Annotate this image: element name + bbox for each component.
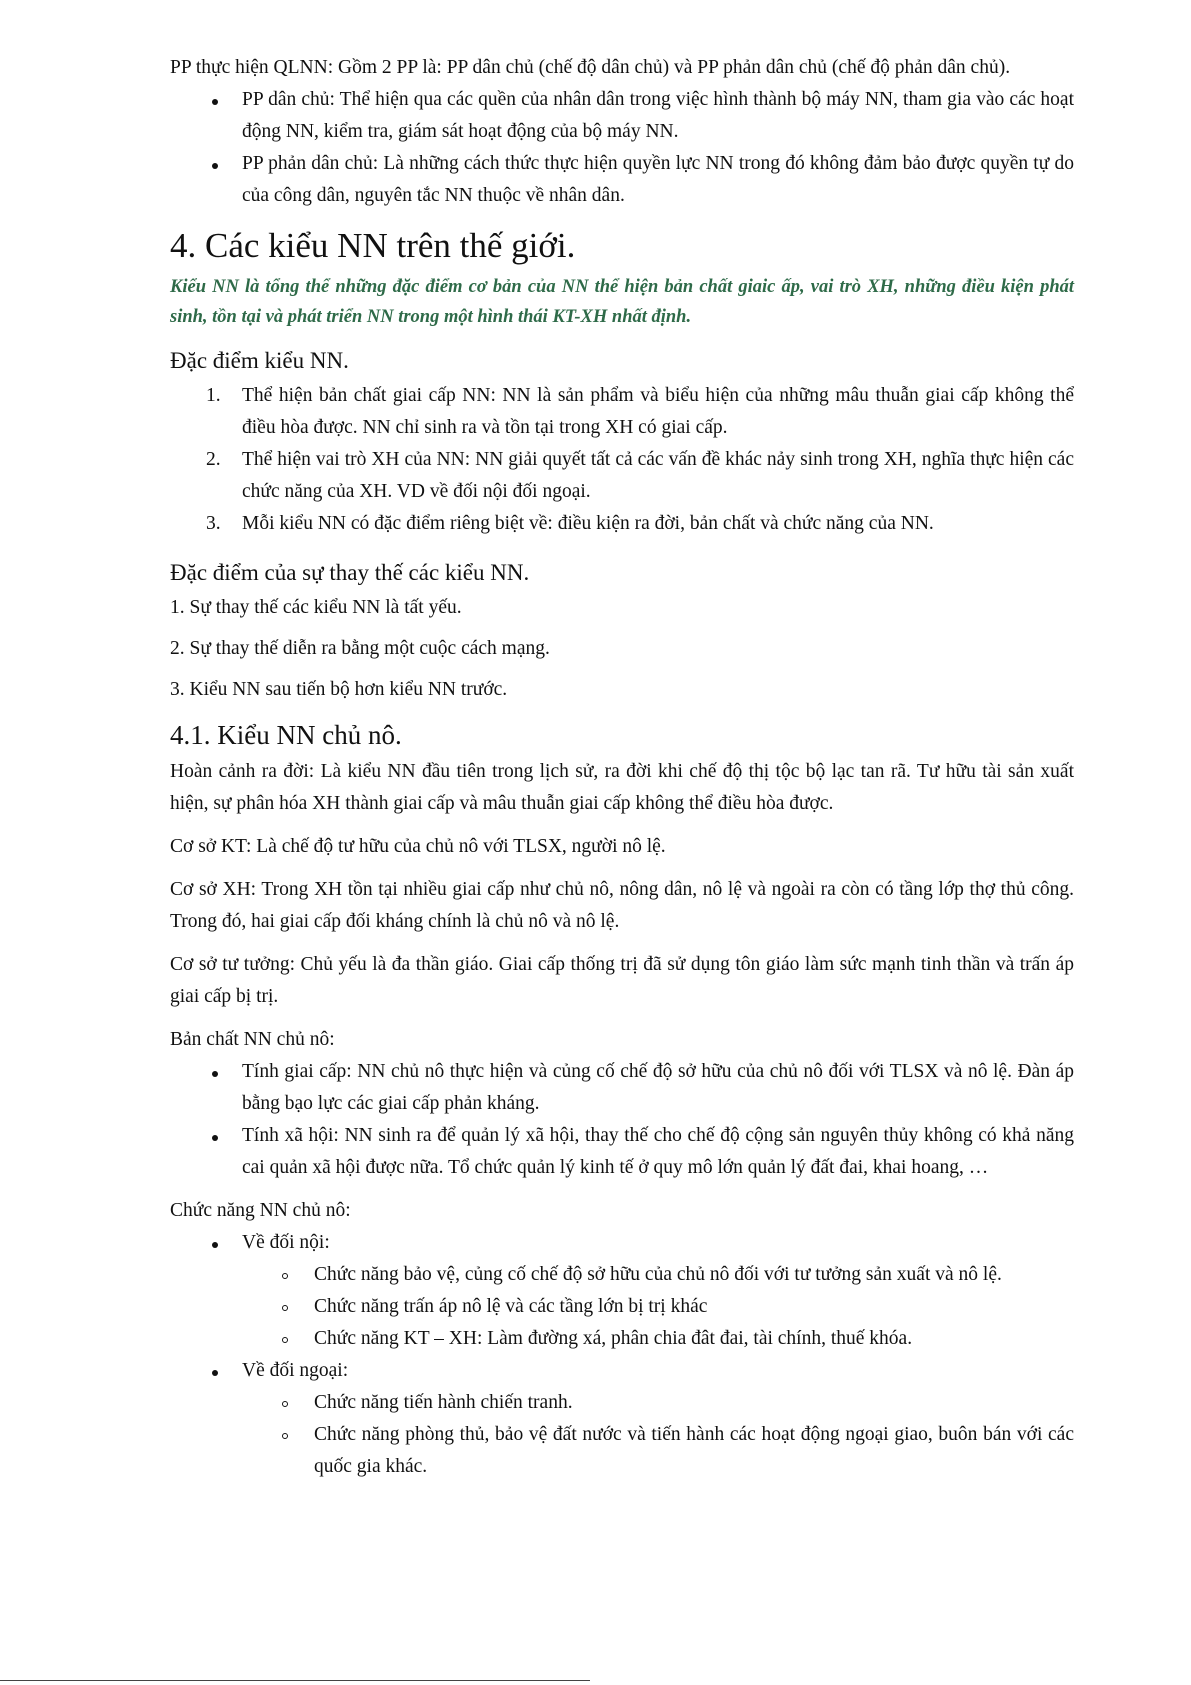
section-4-heading: 4. Các kiểu NN trên thế giới. (170, 226, 576, 265)
economic-basis-paragraph: Cơ sở KT: Là chế độ tư hữu của chủ nô với TLSX, người nô lệ. (170, 836, 666, 857)
functions-bullet-list (170, 1227, 1074, 1483)
list-item-text: Tính xã hội: NN sinh ra để quản lý xã hội, thay thế cho chế độ cộng sản nguyên thủy không có khả năng cai quản xã hội được nữa. Tổ chức quản lý kinh tế ở quy mô lớn quản lý đất đai, khai hoang, … (242, 1125, 1074, 1178)
bullet-icon (212, 163, 218, 169)
list-item-text: Thể hiện bản chất giai cấp NN: NN là sản phẩm và biểu hiện của những mâu thuẫn giai cấp không thể điều hòa được. NN chỉ sinh ra và tồn tại trong XH có giai cấp. (242, 385, 1074, 438)
nature-bullet-list (170, 1056, 1074, 1184)
origin-paragraph: Hoàn cảnh ra đời: Là kiểu NN đầu tiên trong lịch sử, ra đời khi chế độ thị tộc bộ lạc tan rã. Tư hữu tài sản xuất hiện, sự phân hóa XH thành giai cấp và mâu thuẫn giai cấp không thể điều hòa được. (170, 761, 1074, 814)
list-item (170, 1227, 1074, 1355)
replacement-line: 1. Sự thay thế các kiểu NN là tất yếu. (170, 597, 462, 618)
intro-paragraph: PP thực hiện QLNN: Gồm 2 PP là: PP dân chủ (chế độ dân chủ) và PP phản dân chủ (chế độ phản dân chủ). (170, 57, 1011, 78)
circle-bullet-icon (282, 1337, 288, 1343)
ideological-basis-paragraph: Cơ sở tư tưởng: Chủ yếu là đa thần giáo. Giai cấp thống trị đã sử dụng tôn giáo làm sức mạnh tinh thần và trấn áp giai cấp bị trị. (170, 954, 1074, 1007)
list-item-text: Về đối ngoại: (242, 1360, 349, 1381)
list-item-text: Chức năng KT – XH: Làm đường xá, phân chia đât đai, tài chính, thuế khóa. (314, 1328, 913, 1349)
list-item (170, 1120, 1074, 1184)
domestic-functions-list (170, 1259, 1074, 1355)
section-4-1-heading: 4.1. Kiểu NN chủ nô. (170, 720, 402, 750)
list-item-text: Về đối nội: (242, 1232, 330, 1253)
list-item (170, 1056, 1074, 1120)
list-item-text: PP dân chủ: Thể hiện qua các quền của nhân dân trong việc hình thành bộ máy NN, tham gia vào các hoạt động NN, kiểm tra, giám sát hoạt động của bộ máy NN. (242, 89, 1074, 142)
social-basis-paragraph: Cơ sở XH: Trong XH tồn tại nhiều giai cấp như chủ nô, nông dân, nô lệ và ngoài ra còn có tầng lớp thợ thủ công. Trong đó, hai giai cấp đối kháng chính là chủ nô và nô lệ. (170, 879, 1074, 932)
replacement-line: 3. Kiểu NN sau tiến bộ hơn kiểu NN trước. (170, 679, 508, 700)
list-item (170, 1323, 1074, 1355)
list-item-text: Tính giai cấp: NN chủ nô thực hiện và củng cố chế độ sở hữu của chủ nô đối với TLSX và nô lệ. Đàn áp bằng bạo lực các giai cấp phản kháng. (242, 1061, 1074, 1114)
list-item (170, 1291, 1074, 1323)
document-page (170, 52, 1074, 1483)
list-number: 1. (206, 385, 221, 406)
bullet-icon (212, 1370, 218, 1376)
list-item (170, 148, 1074, 212)
list-item (170, 380, 1074, 444)
intro-bullet-list (170, 84, 1074, 212)
replacement-heading: Đặc điểm của sự thay thế các kiểu NN. (170, 560, 530, 585)
list-item-text: Chức năng bảo vệ, củng cố chế độ sở hữu của chủ nô đối với tư tưởng sản xuất và nô lệ. (314, 1264, 1002, 1285)
list-number: 3. (206, 513, 221, 534)
type-definition: Kiểu NN là tổng thể những đặc điểm cơ bản của NN thể hiện bản chất giaic ấp, vai trò XH, những điều kiện phát sinh, tồn tại và phát triển NN trong một hình thái KT-XH nhất định. (170, 277, 1074, 327)
list-item (170, 1419, 1074, 1483)
replacement-line: 2. Sự thay thế diễn ra bằng một cuộc cách mạng. (170, 638, 550, 659)
bullet-icon (212, 99, 218, 105)
circle-bullet-icon (282, 1273, 288, 1279)
features-list (170, 380, 1074, 540)
circle-bullet-icon (282, 1401, 288, 1407)
list-item-text: Thể hiện vai trò XH của NN: NN giải quyết tất cả các vấn đề khác nảy sinh trong XH, nghĩa thực hiện các chức năng của XH. VD về đối nội đối ngoại. (242, 449, 1074, 502)
foreign-functions-list (170, 1387, 1074, 1483)
list-number: 2. (206, 449, 221, 470)
list-item (170, 1387, 1074, 1419)
features-heading: Đặc điểm kiểu NN. (170, 348, 349, 373)
functions-label: Chức năng NN chủ nô: (170, 1200, 351, 1221)
list-item (170, 84, 1074, 148)
nature-label: Bản chất NN chủ nô: (170, 1029, 335, 1050)
list-item (170, 1259, 1074, 1291)
bullet-icon (212, 1242, 218, 1248)
bullet-icon (212, 1135, 218, 1141)
list-item (170, 508, 1074, 540)
list-item-text: Chức năng trấn áp nô lệ và các tầng lớn bị trị khác (314, 1296, 708, 1317)
list-item (170, 1355, 1074, 1483)
list-item-text: Chức năng tiến hành chiến tranh. (314, 1392, 573, 1413)
bullet-icon (212, 1071, 218, 1077)
list-item-text: Chức năng phòng thủ, bảo vệ đất nước và tiến hành các hoạt động ngoại giao, buôn bán với các quốc gia khác. (314, 1424, 1074, 1477)
circle-bullet-icon (282, 1433, 288, 1439)
list-item (170, 444, 1074, 508)
footnote-divider (0, 1680, 590, 1681)
list-item-text: Mỗi kiểu NN có đặc điểm riêng biệt về: điều kiện ra đời, bản chất và chức năng của NN. (242, 513, 934, 534)
list-item-text: PP phản dân chủ: Là những cách thức thực hiện quyền lực NN trong đó không đảm bảo được quyền tự do của công dân, nguyên tắc NN thuộc về nhân dân. (242, 153, 1074, 206)
circle-bullet-icon (282, 1305, 288, 1311)
